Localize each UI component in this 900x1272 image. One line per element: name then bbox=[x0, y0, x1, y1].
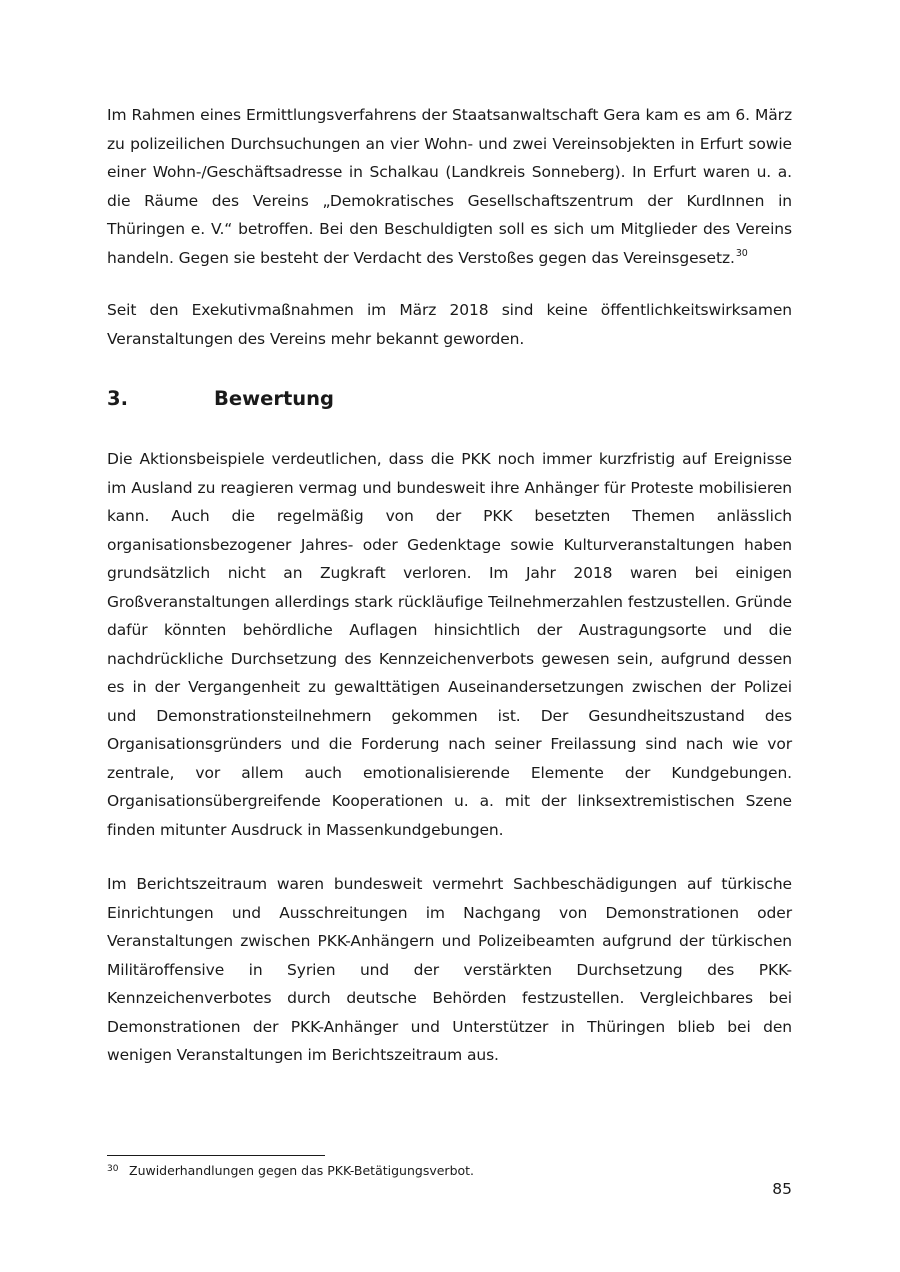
section-number: 3. bbox=[107, 387, 128, 410]
paragraph-reporting-period: Im Berichtszeitraum waren bundesweit vermehrt Sachbeschädigungen auf türkische Einrichtungen und Ausschreitungen im Nachgang von Demonstrationen oder Veranstaltungen zwischen PKK-Anhängern und Polizeibeamten aufgrund der türkischen Militäroffensive in Syrien und der verstärkten Durchsetzung des PKK-Kennzeichenverbotes durch deutsche Behörden festzustellen. Vergleichbares bei Demonstrationen der PKK-Anhänger und Unterstützer in Thüringen blieb bei den wenigen Veranstaltungen im Berichtszeitraum aus. bbox=[107, 875, 792, 1064]
document-body bbox=[107, 101, 792, 1070]
footnote bbox=[107, 1162, 792, 1180]
page-number: 85 bbox=[772, 1180, 792, 1198]
paragraph-assessment: Die Aktionsbeispiele verdeutlichen, dass die PKK noch immer kurzfristig auf Ereignisse im Ausland zu reagieren vermag und bundesweit ihre Anhänger für Proteste mobilisieren kann. Auch die regelmäßig von der PKK besetzten Themen anlässlich organisationsbezogener Jahres- oder Gedenktage sowie Kulturveranstaltungen haben grundsätzlich nicht an Zugkraft verloren. Im Jahr 2018 waren bei einigen Großveranstaltungen allerdings stark rückläufige Teilnehmerzahlen festzustellen. Gründe dafür könnten behördliche Auflagen hinsichtlich der Austragungsorte und die nachdrückliche Durchsetzung des Kennzeichenverbots gewesen sein, aufgrund dessen es in der Vergangenheit zu gewalttätigen Auseinandersetzungen zwischen der Polizei und Demonstrationsteilnehmern gekommen ist. Der Gesundheitszustand des Organisationsgründers und die Forderung nach seiner Freilassung sind nach wie vor zentrale, vor allem auch emotionalisierende Elemente der Kundgebungen. Organisationsübergreifende Kooperationen u. a. mit der linksextremistischen Szene finden mitunter Ausdruck in Massenkundgebungen. bbox=[107, 450, 792, 839]
section-title: Bewertung bbox=[214, 387, 334, 410]
paragraph-search-operations-text: Im Rahmen eines Ermittlungsverfahrens der Staatsanwaltschaft Gera kam es am 6. März zu polizeilichen Durchsuchungen an vier Wohn- und zwei Vereinsobjekten in Erfurt sowie einer Wohn-/Geschäftsadresse in Schalkau (Landkreis Sonneberg). In Erfurt waren u. a. die Räume des Vereins „Demokratisches Gesellschaftszentrum der KurdInnen in Thüringen e. V.“ betroffen. Bei den Beschuldigten soll es sich um Mitglieder des Vereins handeln. Gegen sie besteht der Verdacht des Verstoßes gegen das Vereinsgesetz. bbox=[107, 106, 792, 267]
paragraph-no-events: Seit den Exekutivmaßnahmen im März 2018 sind keine öffentlichkeitswirksamen Veranstaltungen des Vereins mehr bekannt geworden. bbox=[107, 301, 792, 348]
footnote-reference: 30 bbox=[735, 247, 748, 259]
section-heading bbox=[107, 385, 792, 413]
footnote-divider bbox=[107, 1155, 325, 1156]
footnote-number: 30 bbox=[107, 1164, 119, 1174]
footnote-text: Zuwiderhandlungen gegen das PKK-Betätigungsverbot. bbox=[129, 1163, 475, 1178]
paragraph-search-operations bbox=[107, 101, 792, 272]
